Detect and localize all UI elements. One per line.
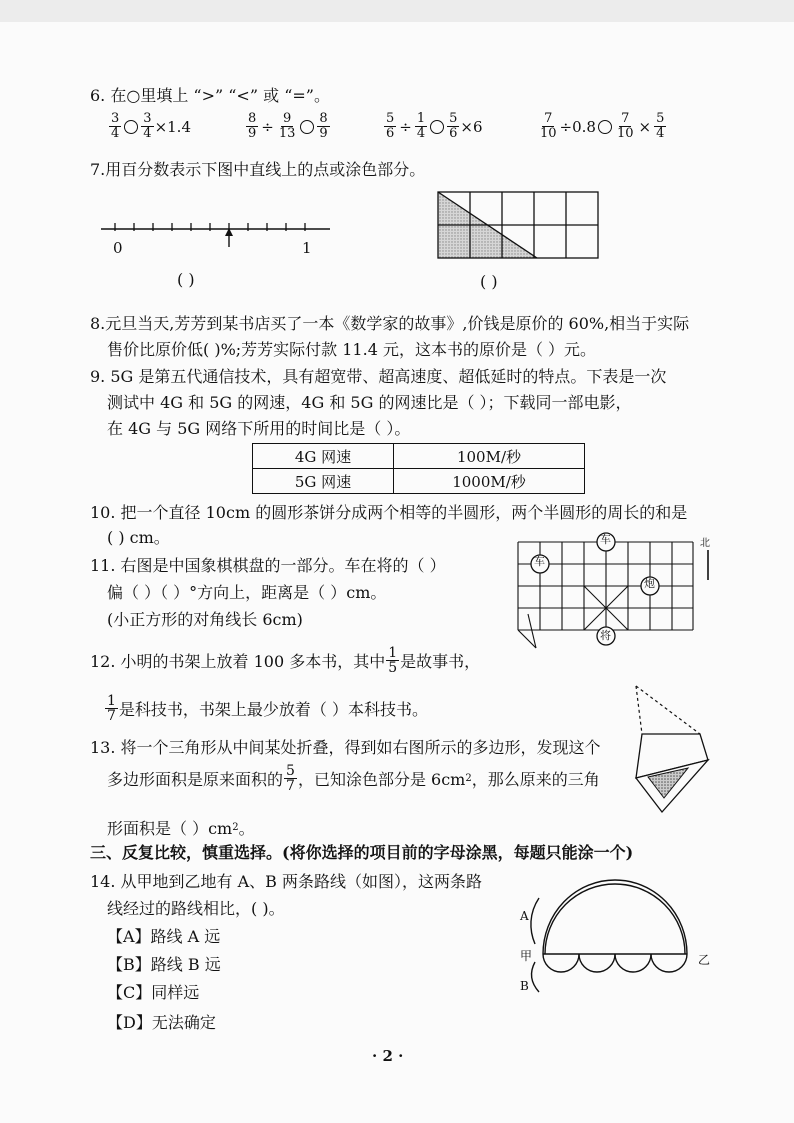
q14-option-a[interactable]: 【A】路线 A 远 (107, 927, 221, 946)
q7-title: 7.用百分数表示下图中直线上的点或涂色部分。 (90, 160, 426, 179)
q7-blank-2[interactable]: ( ) (480, 272, 498, 291)
q9-line3: 在 4G 与 5G 网络下所用的时间比是（ ）。 (107, 419, 411, 438)
compare-circle[interactable] (598, 120, 612, 134)
chess-piece-left-label: 车 (534, 555, 545, 568)
section-3-title: 三、反复比较，慎重选择。(将你选择的项目前的字母涂黑，每题只能涂一个) (90, 843, 634, 862)
q14-option-c[interactable]: 【C】同样远 (107, 983, 200, 1002)
q14-option-d[interactable]: 【D】无法确定 (107, 1013, 216, 1032)
chess-piece-right-label: 炮 (644, 577, 655, 590)
number-line-label-1: 1 (302, 239, 312, 257)
route-label-b: B (520, 979, 529, 993)
q14-line1: 14. 从甲地到乙地有 A、B 两条路线（如图），这两条路 (90, 872, 483, 891)
q6-expr3: $\frac{5}{6}$ ÷ $\frac{1}{4}$ $\frac{5}{6}$ ×6 (386, 111, 483, 141)
route-diagram (515, 868, 715, 998)
number-line (95, 215, 335, 260)
q13-line3: 形面积是（ ）cm 2 。 (107, 819, 255, 838)
q13-line2: 多边形面积是原来面积的 $\frac{5}{7}$ ，已知涂色部分是 6cm 2 ，那么原来的三角 (107, 763, 600, 794)
page-number: · 2 · (372, 1047, 404, 1065)
q12-line1: 12. 小明的书架上放着 100 多本书，其中 $\frac{1}{5}$ 是故事书， (90, 645, 481, 676)
compare-circle[interactable] (430, 120, 444, 134)
q10-line1: 10. 把一个直径 10cm 的圆形茶饼分成两个相等的半圆形，两个半圆形的周长的和是 (90, 503, 688, 522)
compare-circle[interactable] (124, 120, 138, 134)
q7-blank-1[interactable]: ( ) (177, 270, 195, 289)
q6-expr1: $\frac{3}{4}$ $\frac{3}{4}$ ×1.4 (111, 111, 191, 141)
q13-line1: 13. 将一个三角形从中间某处折叠，得到如右图所示的多边形，发现这个 (90, 738, 601, 757)
compare-circle[interactable] (300, 120, 314, 134)
q14-option-b[interactable]: 【B】路线 B 远 (107, 955, 221, 974)
folded-triangle (628, 682, 720, 817)
q11-line2: 偏（ ）（ ）°方向上，距离是（ ）cm。 (107, 583, 387, 602)
q8-line1: 8.元旦当天,芳芳到某书店买了一本《数学家的故事》,价钱是原价的 60%,相当于实际 (90, 314, 690, 333)
q8-line2: 售价比原价低( )%;芳芳实际付款 11.4 元，这本书的原价是（ ）元。 (107, 340, 597, 359)
q6-expr2: $\frac{8}{9}$ ÷ $\frac{9}{13}$ $\frac{8}{9}$ (248, 111, 328, 141)
q6-title: 6. 在○里填上 “>” “<” 或 “=”。 (90, 86, 330, 105)
route-label-yi: 乙 (698, 953, 711, 967)
number-line-label-0: 0 (113, 239, 123, 257)
q9-line2: 测试中 4G 和 5G 的网速，4G 和 5G 的网速比是（ ）；下载同一部电影， (107, 393, 632, 412)
chess-piece-bottom-label: 将 (600, 629, 611, 642)
route-label-a: A (520, 909, 529, 923)
q14-line2: 线经过的路线相比，( )。 (107, 899, 285, 918)
q11-line3: (小正方形的对角线长 6cm) (107, 610, 303, 629)
chess-board (508, 528, 718, 658)
shaded-grid (436, 190, 601, 262)
chess-piece-top-label: 车 (600, 533, 611, 546)
table-row: 4G 网速 100M/秒 (253, 444, 585, 469)
q9-line1: 9. 5G 是第五代通信技术，具有超宽带、超高速度、超低延时的特点。下表是一次 (90, 367, 667, 386)
route-label-jia: 甲 (520, 949, 533, 963)
q10-line2: ( ) cm。 (107, 528, 170, 547)
north-label: 北 (700, 538, 710, 549)
table-row: 5G 网速 1000M/秒 (253, 469, 585, 494)
q6-expr4: $\frac{7}{10}$ ÷0.8 $\frac{7}{10}$ × $\frac{5}{4}$ (540, 111, 665, 141)
q11-line1: 11. 右图是中国象棋棋盘的一部分。车在将的（ ） (90, 556, 446, 575)
network-speed-table (252, 443, 585, 494)
q12-line2: $\frac{1}{7}$ 是科技书，书架上最少放着（ ）本科技书。 (107, 693, 429, 724)
top-margin-bar (0, 0, 794, 22)
